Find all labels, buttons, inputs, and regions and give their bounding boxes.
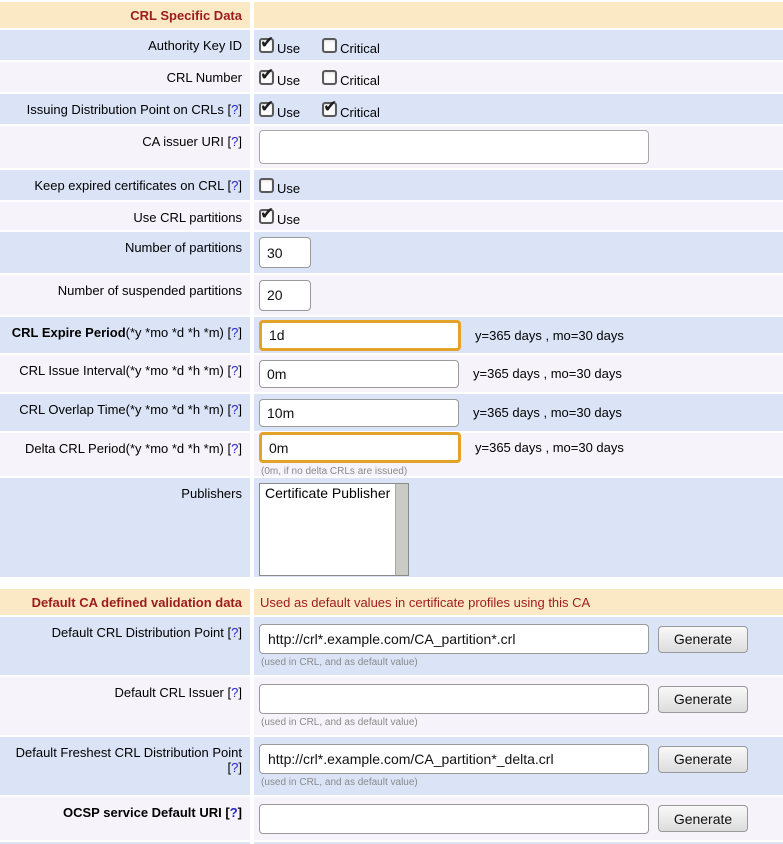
number-of-partitions-input[interactable]	[259, 237, 311, 268]
use-checkbox-label: Use	[277, 181, 301, 196]
help-marker: [?]	[227, 441, 242, 456]
section-header-default-validation-data	[0, 589, 783, 615]
ca-issuer-uri-input[interactable]	[259, 130, 649, 164]
help-link[interactable]: ?	[231, 441, 239, 456]
used-in-crl-subnote: (used in CRL, and as default value)	[261, 657, 418, 668]
help-marker: [?]	[227, 134, 242, 149]
row-use-crl-partitions	[0, 202, 783, 230]
issuing-distribution-point-label: Issuing Distribution Point on CRLs [?]	[0, 94, 250, 124]
help-link[interactable]: ?	[231, 402, 239, 417]
row-issuing-distribution-point	[0, 94, 783, 124]
crl-issue-interval-input[interactable]	[259, 360, 459, 388]
idp-use-checkbox[interactable]	[259, 102, 274, 117]
help-marker: [?]	[227, 325, 242, 340]
row-default-crl-issuer	[0, 677, 783, 735]
authority-key-id-critical-checkbox[interactable]	[322, 38, 337, 53]
crl-number-use-checkbox[interactable]	[259, 70, 274, 85]
help-marker: [?]	[227, 402, 242, 417]
keep-expired-use-checkbox[interactable]	[259, 178, 274, 193]
help-marker: [?]	[227, 178, 242, 193]
default-freshest-crl-dp-label: Default Freshest CRL Distribution Point [?]	[0, 737, 250, 795]
use-checkbox-label: Use	[277, 212, 301, 227]
generate-button[interactable]: Generate	[658, 805, 748, 832]
section-title: CRL Specific Data	[0, 2, 250, 28]
publishers-option[interactable]: Certificate Publisher	[265, 485, 391, 501]
use-crl-partitions-checkbox[interactable]	[259, 209, 274, 224]
default-crl-dp-input[interactable]	[259, 624, 649, 654]
ocsp-default-uri-label: OCSP service Default URI [?]	[0, 797, 250, 840]
help-marker: [?]	[227, 102, 242, 117]
row-ocsp-service-default-uri	[0, 797, 783, 840]
help-link[interactable]: ?	[231, 760, 239, 775]
section-header-crl-specific-data	[0, 2, 783, 28]
idp-critical-checkbox[interactable]	[322, 102, 337, 117]
critical-checkbox-label: Critical	[340, 105, 380, 120]
help-link[interactable]: ?	[231, 363, 239, 378]
time-conversion-note: y=365 days , mo=30 days	[475, 327, 624, 343]
default-freshest-crl-dp-input[interactable]	[259, 744, 649, 774]
generate-button[interactable]: Generate	[658, 686, 748, 713]
publishers-label: Publishers	[0, 478, 250, 577]
section-title: Default CA defined validation data	[0, 589, 250, 615]
crl-number-label: CRL Number	[0, 62, 250, 92]
row-crl-overlap-time	[0, 394, 783, 431]
delta-crl-period-label: Delta CRL Period(*y *mo *d *h *m) [?]	[0, 433, 250, 476]
used-in-crl-subnote: (used in CRL, and as default value)	[261, 717, 418, 728]
number-of-suspended-partitions-label: Number of suspended partitions	[0, 275, 250, 315]
row-default-crl-distribution-point	[0, 617, 783, 675]
time-conversion-note: y=365 days , mo=30 days	[473, 366, 622, 381]
listbox-scrollbar[interactable]	[395, 484, 408, 575]
section-gap	[0, 579, 783, 589]
authority-key-id-label: Authority Key ID	[0, 30, 250, 60]
time-conversion-note: y=365 days , mo=30 days	[473, 405, 622, 420]
help-link[interactable]: ?	[231, 625, 239, 640]
help-link[interactable]: ?	[231, 325, 239, 340]
delta-crl-subnote: (0m, if no delta CRLs are issued)	[261, 466, 408, 477]
crl-expire-period-input[interactable]	[259, 320, 461, 351]
help-link[interactable]: ?	[231, 178, 239, 193]
use-crl-partitions-label: Use CRL partitions	[0, 202, 250, 230]
delta-crl-period-input[interactable]	[259, 432, 461, 463]
row-number-of-suspended-partitions	[0, 275, 783, 315]
ocsp-default-uri-input[interactable]	[259, 804, 649, 834]
crl-overlap-time-input[interactable]	[259, 399, 459, 427]
number-of-partitions-label: Number of partitions	[0, 232, 250, 273]
help-marker: [?]	[227, 685, 242, 700]
help-link[interactable]: ?	[231, 102, 239, 117]
row-crl-issue-interval	[0, 355, 783, 392]
help-marker: [?]	[227, 363, 242, 378]
section-note: Used as default values in certificate profiles using this CA	[254, 589, 783, 615]
row-ca-issuer-uri	[0, 126, 783, 168]
default-crl-dp-label: Default CRL Distribution Point [?]	[0, 617, 250, 675]
row-keep-expired-certificates	[0, 170, 783, 200]
used-in-crl-subnote: (used in CRL, and as default value)	[261, 777, 418, 788]
row-delta-crl-period	[0, 433, 783, 476]
crl-number-critical-checkbox[interactable]	[322, 70, 337, 85]
help-marker: [?]	[227, 760, 242, 775]
help-marker: [?]	[227, 625, 242, 640]
row-number-of-partitions	[0, 232, 783, 273]
default-crl-issuer-input[interactable]	[259, 684, 649, 714]
critical-checkbox-label: Critical	[340, 41, 380, 56]
help-link[interactable]: ?	[231, 134, 239, 149]
crl-overlap-time-label: CRL Overlap Time(*y *mo *d *h *m) [?]	[0, 394, 250, 431]
row-authority-key-id	[0, 30, 783, 60]
help-marker: [?]	[225, 805, 242, 820]
use-checkbox-label: Use	[277, 41, 301, 56]
default-crl-issuer-label: Default CRL Issuer [?]	[0, 677, 250, 735]
row-crl-number	[0, 62, 783, 92]
use-checkbox-label: Use	[277, 73, 301, 88]
row-publishers	[0, 478, 783, 577]
keep-expired-label: Keep expired certificates on CRL [?]	[0, 170, 250, 200]
crl-issue-interval-label: CRL Issue Interval(*y *mo *d *h *m) [?]	[0, 355, 250, 392]
generate-button[interactable]: Generate	[658, 626, 748, 653]
help-link[interactable]: ?	[231, 685, 239, 700]
authority-key-id-use-checkbox[interactable]	[259, 38, 274, 53]
number-of-suspended-partitions-input[interactable]	[259, 280, 311, 311]
critical-checkbox-label: Critical	[340, 73, 380, 88]
generate-button[interactable]: Generate	[658, 746, 748, 773]
crl-expire-period-label: CRL Expire Period(*y *mo *d *h *m) [?]	[0, 317, 250, 353]
help-link[interactable]: ?	[229, 805, 238, 820]
row-default-freshest-crl-dp	[0, 737, 783, 795]
section-note	[254, 2, 783, 28]
ca-issuer-uri-label: CA issuer URI [?]	[0, 126, 250, 168]
publishers-listbox[interactable]	[259, 483, 409, 576]
row-crl-expire-period	[0, 317, 783, 353]
time-conversion-note: y=365 days , mo=30 days	[475, 440, 624, 455]
use-checkbox-label: Use	[277, 105, 301, 120]
